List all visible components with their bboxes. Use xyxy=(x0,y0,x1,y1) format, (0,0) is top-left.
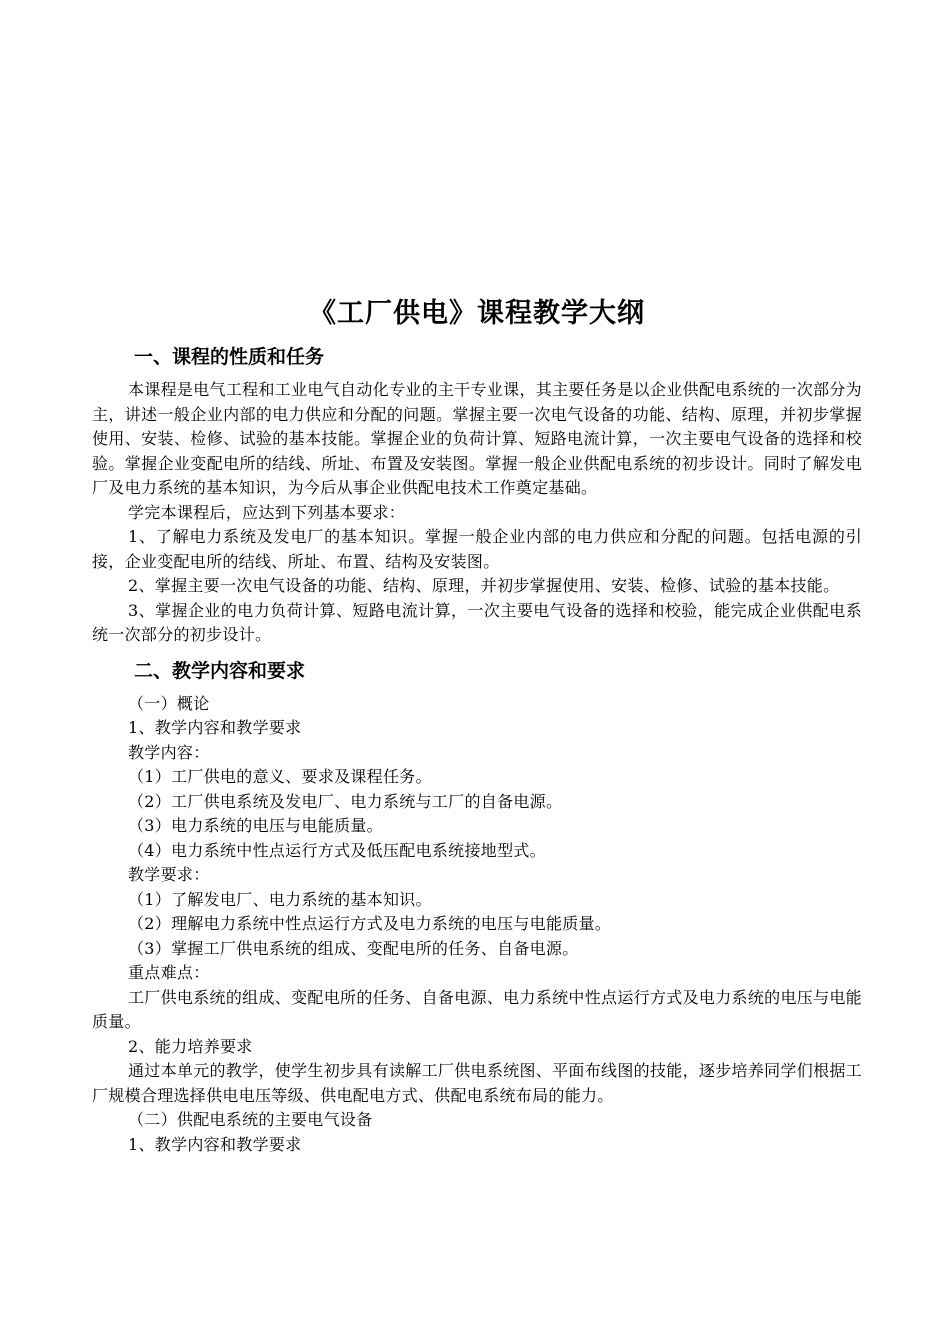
body-paragraph: 本课程是电气工程和工业电气自动化专业的主干专业课，其主要任务是以企业供配电系统的一次部分为主，讲述一般企业内部的电力供应和分配的问题。掌握主要一次电气设备的功能、结构、原理，并初步掌握使用、安装、检修、试验的基本技能。掌握企业的负荷计算、短路电流计算，一次主要电气设备的选择和校验。掌握企业变配电所的结线、所址、布置及安装图。掌握一般企业供配电系统的初步设计。同时了解发电厂及电力系统的基本知识，为今后从事企业供配电技术工作奠定基础。 xyxy=(92,380,862,497)
outline-line: （2）工厂供电系统及发电厂、电力系统与工厂的自备电源。 xyxy=(128,791,563,811)
outline-line: 教学要求： xyxy=(128,865,210,884)
outline-line: （3）掌握工厂供电系统的组成、变配电所的任务、自备电源。 xyxy=(128,938,579,958)
section-heading-1: 一、课程的性质和任务 xyxy=(134,346,325,368)
body-paragraph: 学完本课程后，应达到下列基本要求： xyxy=(128,502,406,522)
document-page xyxy=(92,292,862,1157)
outline-line: （3）电力系统的电压与电能质量。 xyxy=(128,816,383,835)
section-heading-2: 二、教学内容和要求 xyxy=(134,659,306,682)
subsection-title: （二）供配电系统的主要电气设备 xyxy=(128,1110,373,1129)
outline-line: 教学内容： xyxy=(128,742,210,762)
requirement-item: 3、掌握企业的电力负荷计算、短路电流计算，一次主要电气设备的选择和校验，能完成企业供配电系统一次部分的初步设计。 xyxy=(92,600,862,644)
outline-line: 1、教学内容和教学要求 xyxy=(128,1134,302,1154)
outline-line: （1）工厂供电的意义、要求及课程任务。 xyxy=(128,767,432,786)
requirement-item: 2、掌握主要一次电气设备的功能、结构、原理，并初步掌握使用、安装、检修、试验的基本技能。 xyxy=(128,576,840,595)
outline-line: 1、教学内容和教学要求 xyxy=(128,718,302,737)
document-title: 《工厂供电》课程教学大纲 xyxy=(309,298,645,329)
outline-line: （1）了解发电厂、电力系统的基本知识。 xyxy=(128,889,432,909)
outline-line: （2）理解电力系统中性点运行方式及电力系统的电压与电能质量。 xyxy=(128,914,612,933)
body-paragraph: 通过本单元的教学，使学生初步具有读解工厂供电系统图、平面布线图的技能，逐步培养同学们根据工厂规模合理选择供电电压等级、供电配电方式、供配电系统布局的能力。 xyxy=(92,1061,862,1105)
subsection-title: （一）概论 xyxy=(128,693,210,713)
outline-line: 2、能力培养要求 xyxy=(128,1036,253,1056)
body-paragraph: 工厂供电系统的组成、变配电所的任务、自备电源、电力系统中性点运行方式及电力系统的电压与电能质量。 xyxy=(92,987,862,1031)
outline-line: 重点难点： xyxy=(128,963,210,982)
outline-line: （4）电力系统中性点运行方式及低压配电系统接地型式。 xyxy=(128,840,546,860)
requirement-item: 1、了解电力系统及发电厂的基本知识。掌握一般企业内部的电力供应和分配的问题。包括电源的引接，企业变配电所的结线、所址、布置、结构及安装图。 xyxy=(92,527,862,571)
